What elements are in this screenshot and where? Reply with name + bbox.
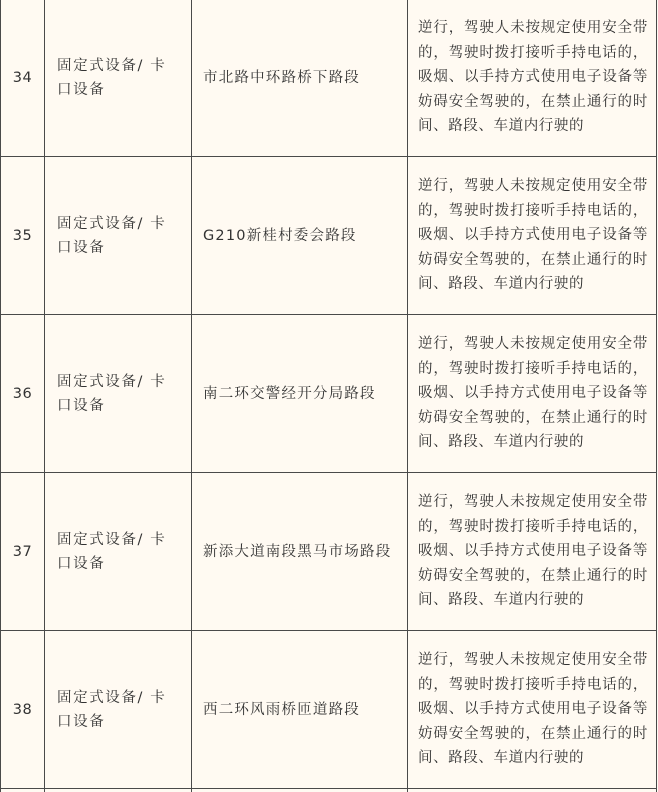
device-type-cell: 固定式设备/ 卡口设备 <box>45 0 192 157</box>
row-number: 35 <box>1 157 45 315</box>
device-type-cell: 固定式设备/ 卡口设备 <box>45 315 192 473</box>
violations-cell: 逆行，驾驶人未按规定使用安全带的，驾驶时拨打接听手持电话的，吸烟、以手持方式使用电子设备等妨碍安全驾驶的，在禁止通行的时间、路段、车道内行驶的 <box>408 157 657 315</box>
row-number: 34 <box>1 0 45 157</box>
row-number: 36 <box>1 315 45 473</box>
device-type-cell <box>45 789 192 792</box>
violations-cell: 逆行，驾驶人未按规定使用安全带的，驾驶时拨打接听手持电话的，吸烟、以手持方式使用电子设备等妨碍安全驾驶的，在禁止通行的时间、路段、车道内行驶的 <box>408 631 657 789</box>
location-cell: G210新桂村委会路段 <box>192 157 408 315</box>
table-row <box>1 315 657 473</box>
violations-cell: 逆行，驾驶人未按规定使用安全带的，驾驶时拨打接听手持电话的，吸烟、以手持方式使用电子设备等妨碍安全驾驶的，在禁止通行的时间、路段、车道内行驶的 <box>408 473 657 631</box>
row-number: 37 <box>1 473 45 631</box>
row-number: 38 <box>1 631 45 789</box>
location-cell: 市北路中环路桥下路段 <box>192 0 408 157</box>
location-cell: 西二环风雨桥匝道路段 <box>192 631 408 789</box>
location-cell: 新添大道南段黑马市场路段 <box>192 473 408 631</box>
device-type-cell: 固定式设备/ 卡口设备 <box>45 157 192 315</box>
table-row <box>1 473 657 631</box>
location-cell: 南二环交警经开分局路段 <box>192 315 408 473</box>
device-type-cell: 固定式设备/ 卡口设备 <box>45 631 192 789</box>
row-number <box>1 789 45 792</box>
violations-cell: 逆行，驾驶人未按规定使用安全带的，驾驶时拨打接听手持电话的，吸烟、以手持方式使用电子设备等妨碍安全驾驶的，在禁止通行的时间、路段、车道内行驶的 <box>408 315 657 473</box>
table-row <box>1 631 657 789</box>
device-type-cell: 固定式设备/ 卡口设备 <box>45 473 192 631</box>
location-cell <box>192 789 408 792</box>
violations-cell <box>408 789 657 792</box>
table-row <box>1 0 657 157</box>
violations-cell: 逆行，驾驶人未按规定使用安全带的，驾驶时拨打接听手持电话的，吸烟、以手持方式使用电子设备等妨碍安全驾驶的，在禁止通行的时间、路段、车道内行驶的 <box>408 0 657 157</box>
table-row <box>1 157 657 315</box>
table-row-partial <box>1 789 657 792</box>
